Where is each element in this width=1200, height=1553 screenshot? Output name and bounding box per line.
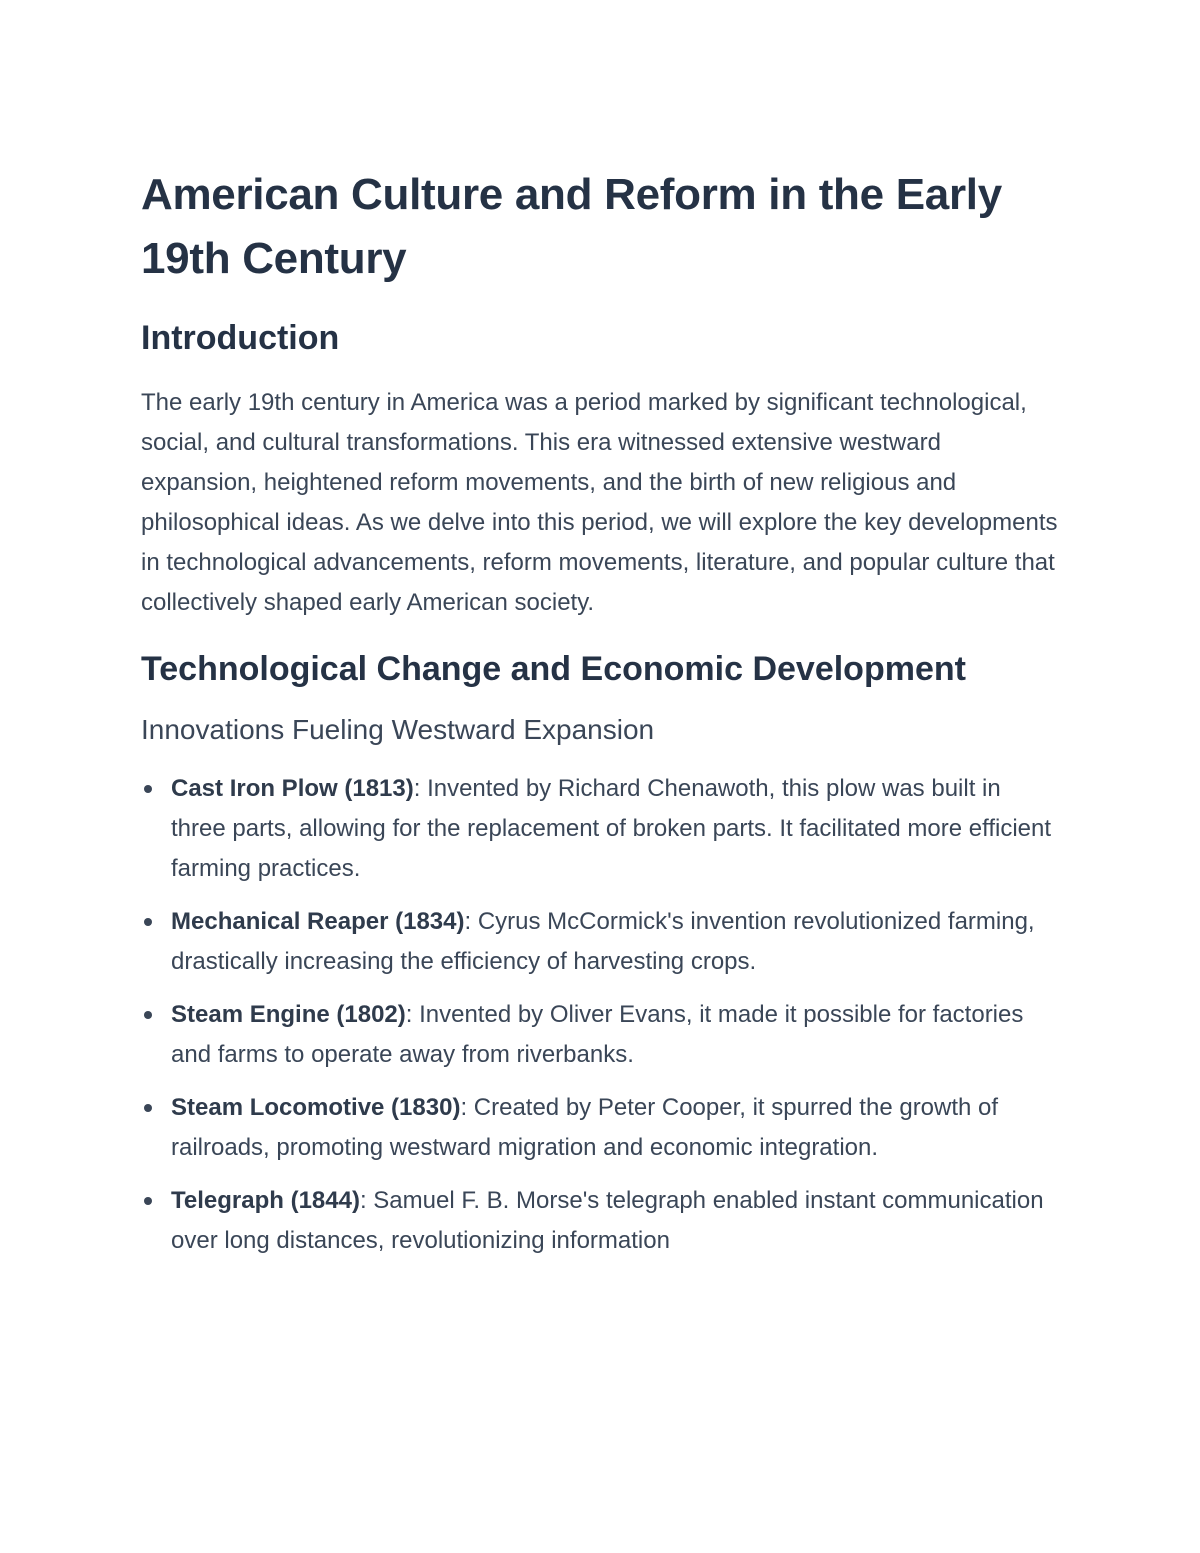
innovations-subheading: Innovations Fueling Westward Expansion <box>141 714 655 745</box>
bullet-icon <box>144 1104 152 1112</box>
innovations-list <box>141 769 1061 1261</box>
list-item <box>141 1088 1061 1168</box>
item-description: : Invented by Richard Chenawoth, this plow was built in three parts, allowing for the replacement of broken parts. It facilitated more efficient farming practices. <box>171 775 1052 882</box>
item-term: Cast Iron Plow (1813) <box>171 775 414 802</box>
list-item <box>141 902 1061 982</box>
item-description: : Created by Peter Cooper, it spurred the growth of railroads, promoting westward migration and economic integration. <box>171 1094 999 1161</box>
list-item <box>141 1181 1061 1261</box>
introduction-paragraph: The early 19th century in America was a period marked by significant technological, social, and cultural transformations. This era witnessed extensive westward expansion, heightened reform movements, and the birth of new religious and philosophical ideas. As we delve into this period, we will explore the key developments in technological advancements, reform movements, literature, and popular culture that collectively shaped early American society. <box>141 389 1058 616</box>
item-description: : Cyrus McCormick's invention revolutionized farming, drastically increasing the efficiency of harvesting crops. <box>171 908 1035 975</box>
bullet-icon <box>144 918 152 926</box>
list-item <box>141 995 1061 1075</box>
document-page <box>141 163 1061 1274</box>
introduction-heading: Introduction <box>141 319 340 357</box>
item-description: : Invented by Oliver Evans, it made it possible for factories and farms to operate away from riverbanks. <box>171 1001 1024 1068</box>
bullet-icon <box>144 1011 152 1019</box>
document-title: American Culture and Reform in the Early 19th Century <box>141 170 1002 283</box>
list-item <box>141 769 1061 889</box>
item-term: Steam Engine (1802) <box>171 1001 406 1028</box>
item-term: Telegraph (1844) <box>171 1187 360 1214</box>
item-description: : Samuel F. B. Morse's telegraph enabled instant communication over long distances, revolutionizing information <box>171 1187 1044 1254</box>
bullet-icon <box>144 1197 152 1205</box>
bullet-icon <box>144 785 152 793</box>
item-term: Steam Locomotive (1830) <box>171 1094 461 1121</box>
technological-change-heading: Technological Change and Economic Development <box>141 650 966 688</box>
item-term: Mechanical Reaper (1834) <box>171 908 465 935</box>
